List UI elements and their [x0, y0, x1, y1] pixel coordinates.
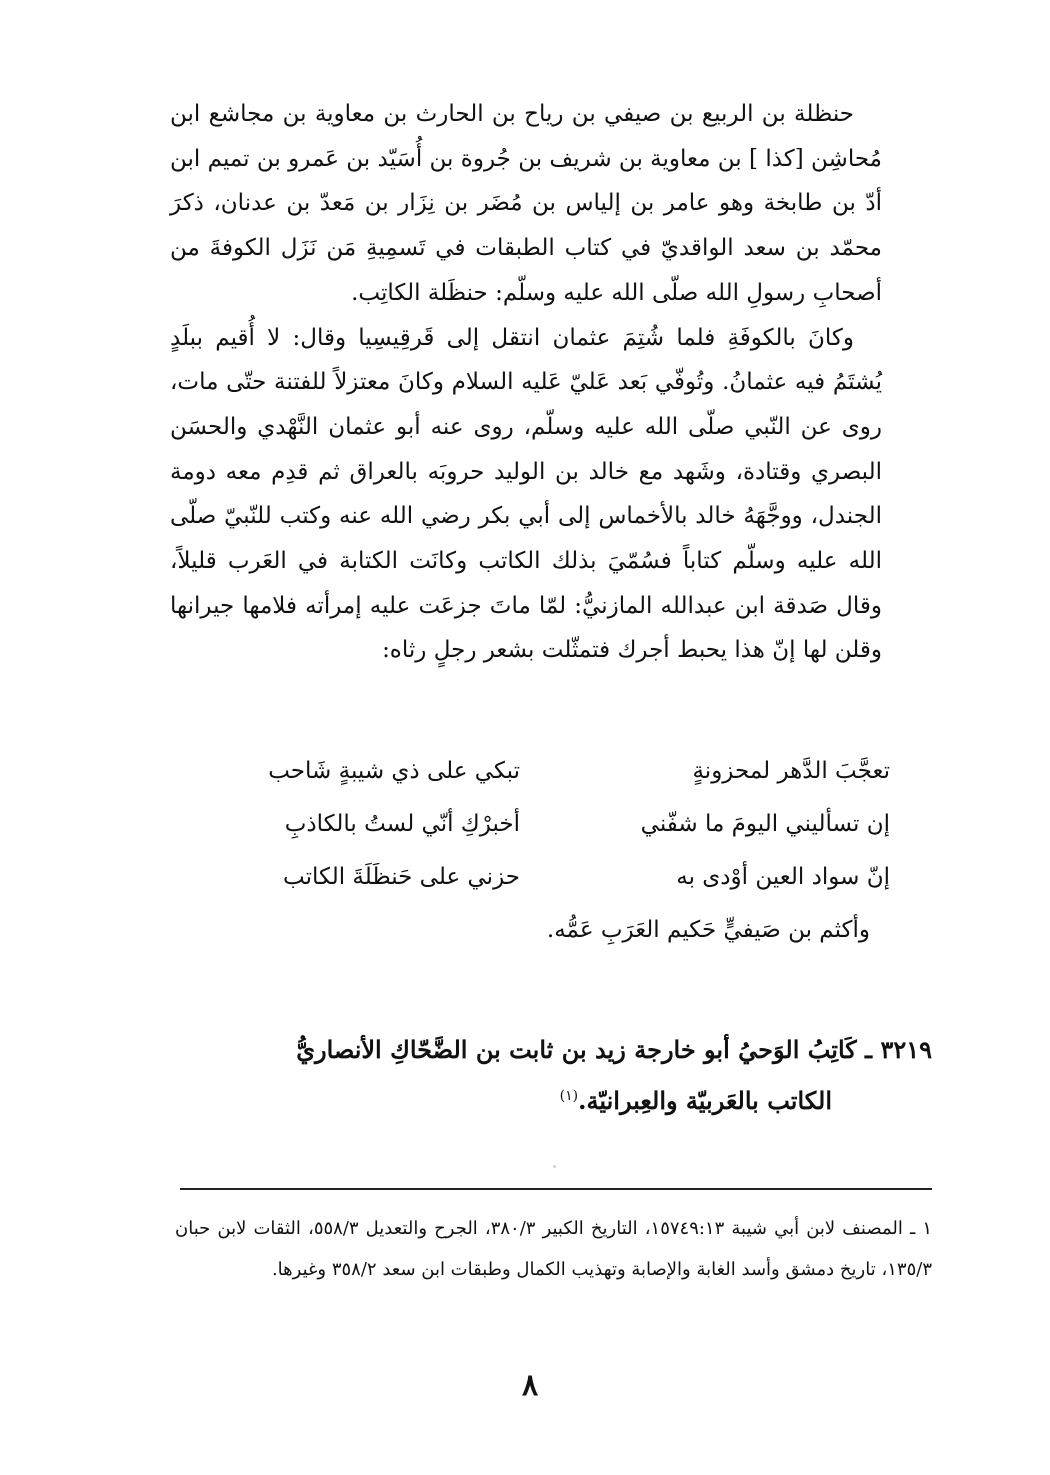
poem-verses: [200, 745, 890, 957]
entry-heading-line1: ٣٢١٩ ـ كَاتِبُ الوَحيُ أبو خارجة زيد بن ثابت بن الضَّحّاكِ الأنصاريُّ: [296, 1035, 932, 1064]
scan-speck: [553, 1165, 556, 1168]
paragraph-hanzala-lineage: حنظلة بن الربيع بن صيفي بن رياح بن الحارث بن معاوية بن مجاشع ابن مُحاشِن [كذا ] بن معاوية بن شريف بن جُروة بن أُسَيّد بن عَمرو بن تميم ابن أدّ بن طابخة وهو عامر بن إلياس بن مُضَر بن نِزَار بن مَعدّ بن عدنان، ذكرَ محمّد بن سعد الواقديّ في كتاب الطبقات في تَسمِيةِ مَن نَزَل الكوفةَ من أصحابِ رسولِ الله صلّى الله عليه وسلّم: حنظَلة الكاتِب.: [170, 101, 882, 306]
verse-first-hemistich: إنّ سواد العين أوْدى به: [676, 864, 890, 890]
entry-heading-3219: [150, 1027, 932, 1124]
footnote-divider: [180, 1188, 932, 1190]
verse-line: [200, 851, 890, 904]
entry-heading-line2-text: الكاتب بالعَربيّة والعِبرانيّة.: [578, 1086, 832, 1115]
verse-second-hemistich: حزني على حَنظَلَةَ الكاتب: [283, 864, 520, 890]
verse-line: [200, 798, 890, 851]
page-number: ٨: [521, 1368, 539, 1403]
paragraph-hanzala-biography: وكانَ بالكوفَةِ فلما شُتِمَ عثمان انتقل إلى قَرقِيسِيا وقال: لا أُقيم ببلَدٍ يُشتَمُ فيه عثمانُ. وتُوفّي بَعد عَليّ عَليه السلام وكانَ معتزلاً للفتنة حتّى مات، روى عن النّبي صلّى الله عليه وسلّم، روى عنه أبو عثمان النَّهْدي والحسَن البصري وقتادة، وشَهد مع خالد بن الوليد حروبَه بالعراق ثم قدِم معه دومة الجندل، ووجَّهَهُ خالد بالأخماس إلى أبي بكر رضي الله عنه وكتب للنّبيّ صلّى الله عليه وسلّم كتاباً فسُمّيَ بذلك الكاتب وكانَت الكتابة في العَرب قليلاً، وقال صَدقة ابن عبدالله المازنيُّ: لمّا ماتَ جزعَت عليه إمرأته فلامها جيرانها وقلن لها إنّ هذا يحبط أجرك فتمثّلت بشعر رجلٍ رثاه:: [170, 324, 882, 664]
verse-second-hemistich: تبكي على ذي شيبةٍ شَاحب: [268, 758, 520, 784]
verse-second-hemistich: أخبرْكِ أنّي لستُ بالكاذبِ: [284, 811, 520, 837]
verse-first-hemistich: تعجَّبَ الدَّهر لمحزونةٍ: [692, 758, 890, 784]
main-text: [170, 92, 882, 673]
footnote-reference[interactable]: (١): [559, 1088, 579, 1104]
entry-heading-line2: [150, 1073, 932, 1124]
verse-line: [200, 745, 890, 798]
verse-first-hemistich: إن تسأليني اليومَ ما شفّني: [640, 811, 890, 837]
verse-closing-line: وأكثم بن صَيفيٍّ حَكيم العَرَبِ عَمُّه.: [546, 917, 870, 943]
footnote-text: ١ ـ المصنف لابن أبي شيبة ١٥٧٤٩:١٣، التاريخ الكبير ٣٨٠/٣، الجرح والتعديل ٥٥٨/٣، الثقات لابن حبان ١٣٥/٣، تاريخ دمشق وأسد الغابة والإصابة وتهذيب الكمال وطبقات ابن سعد ٣٥٨/٢ وغيرها.: [175, 1218, 932, 1280]
